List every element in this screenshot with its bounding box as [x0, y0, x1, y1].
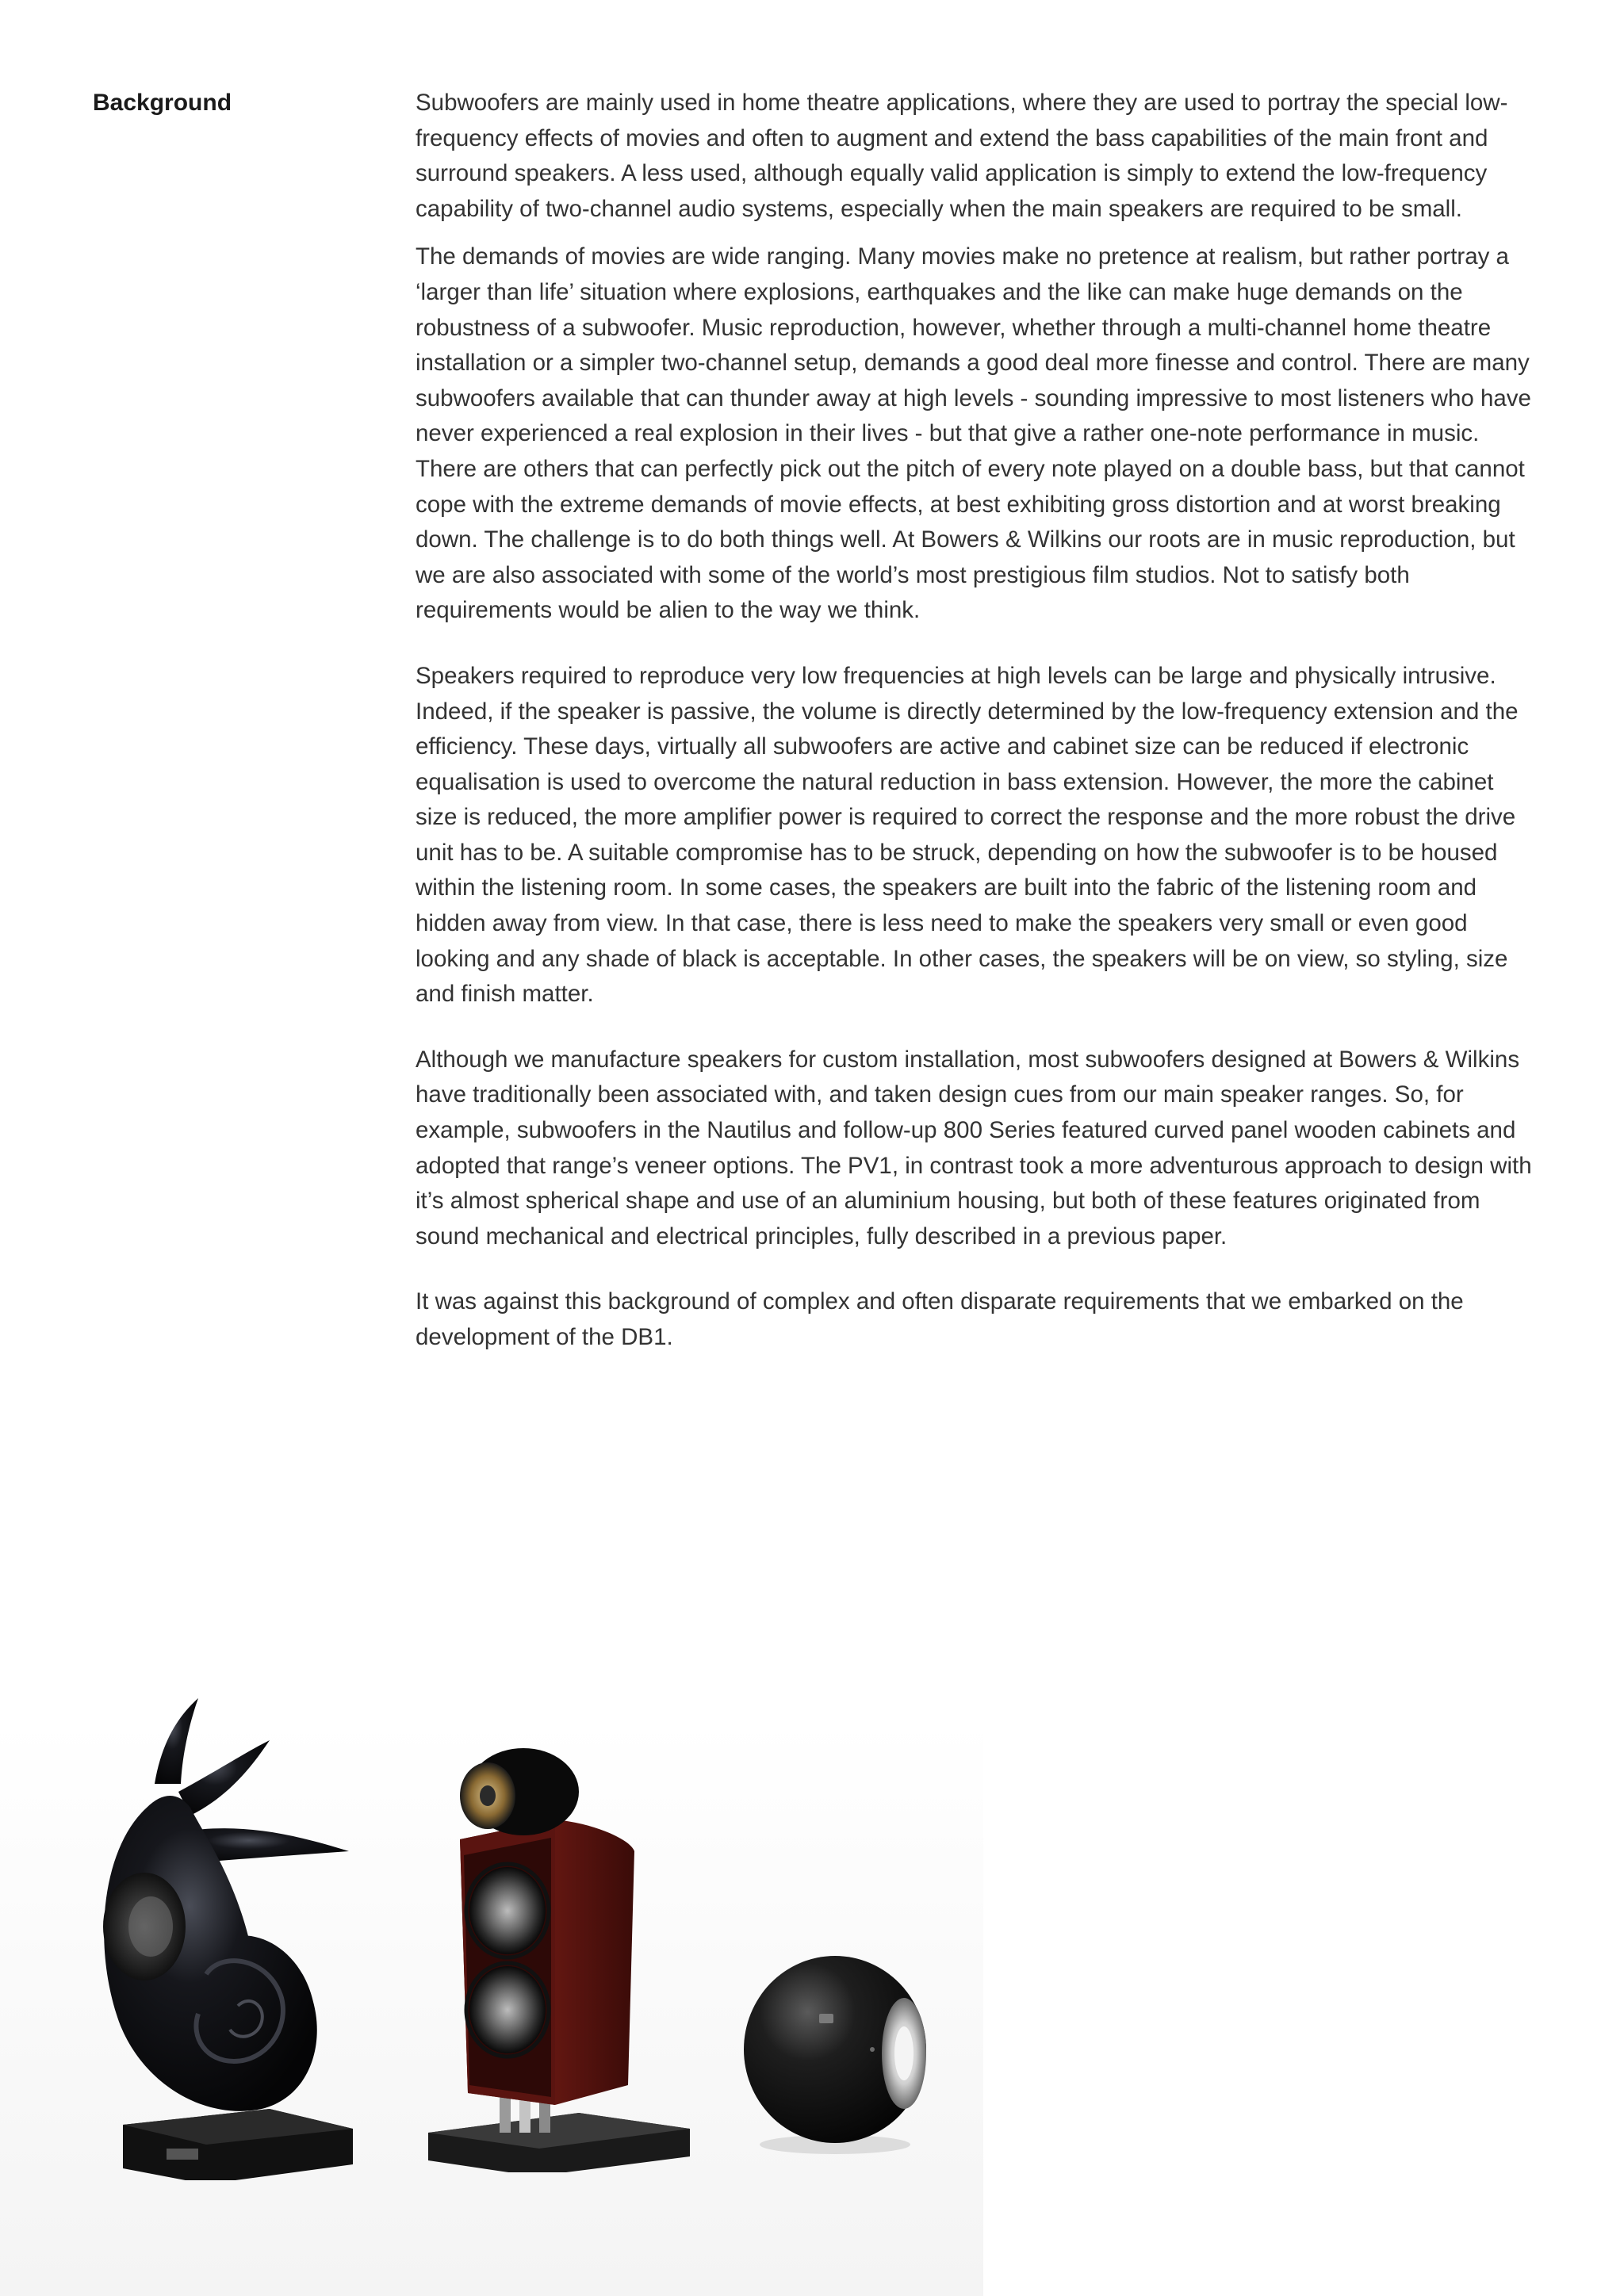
- paragraph-5: It was against this background of complex and often disparate requirements that we embarked on the development of the DB1.: [416, 1288, 1464, 1350]
- paragraph-3: Speakers required to reproduce very low frequencies at high levels can be large and physically intrusive. Indeed, if the speaker is passive, the volume is directly determined by the low-frequency extension and the efficiency. These days, virtually all subwoofers are active and cabinet size can be reduced if electronic equalisation is used to overcome the natural reduction in bass extension. However, the more the cabinet size is reduced, the more amplifier power is required to correct the response and the more robust the drive unit has to be. A suitable compromise has to be struck, depending on how the subwoofer is to be housed within the listening room. In some cases, the speakers are built into the fabric of the listening room and hidden away from view. In that case, there is less need to make the speakers very small or even good looking and any shade of black is acceptable. In other cases, the speakers will be on view, so styling, size and finish matter.: [416, 662, 1519, 1008]
- paragraph-1: Subwoofers are mainly used in home theatre applications, where they are used to portray the special low-frequency effects of movies and often to augment and extend the bass capabilities of the main front and surround speakers. A less used, although equally valid application is simply to extend the low-frequency capability of two-channel audio systems, especially when the main speakers are required to be small.: [416, 90, 1508, 222]
- section-heading: Background: [93, 90, 232, 116]
- series-800-speaker-icon: [420, 1736, 698, 2172]
- paragraph-4: Although we manufacture speakers for custom installation, most subwoofers designed at Bowers & Wilkins have traditionally been associated with, and taken design cues from our main speaker ranges. So, for example, subwoofers in the Nautilus and follow-up 800 Series featured curved panel wooden cabinets and adopted that range’s veneer options. The PV1, in contrast took a more adventurous approach to design with it’s almost spherical shape and use of an aluminium housing, but both of these features originated from sound mechanical and electrical principles, fully described in a previous paper.: [416, 1046, 1532, 1249]
- body-text: [416, 86, 1542, 1356]
- paragraph-2: The demands of movies are wide ranging. Many movies make no pretence at realism, but rather portray a ‘larger than life’ situation where explosions, earthquakes and the like can make huge demands on the robustness of a subwoofer. Music reproduction, however, whether through a multi-channel home theatre installation or a simpler two-channel setup, demands a good deal more finesse and control. There are many subwoofers available that can thunder away at high levels - sounding impressive to most listeners who have never experienced a real explosion in their lives - but that give a rather one-note performance in music. There are others that can perfectly pick out the pitch of every note played on a double bass, but that cannot cope with the extreme demands of movie effects, at best exhibiting gross distortion and at worst breaking down. The challenge is to do both things well. At Bowers & Wilkins our roots are in music reproduction, but we are also associated with some of the world’s most prestigious film studios. Not to satisfy both requirements would be alien to the way we think.: [416, 243, 1531, 624]
- pv1-subwoofer-icon: [741, 1919, 940, 2172]
- nautilus-speaker-icon: [87, 1689, 357, 2180]
